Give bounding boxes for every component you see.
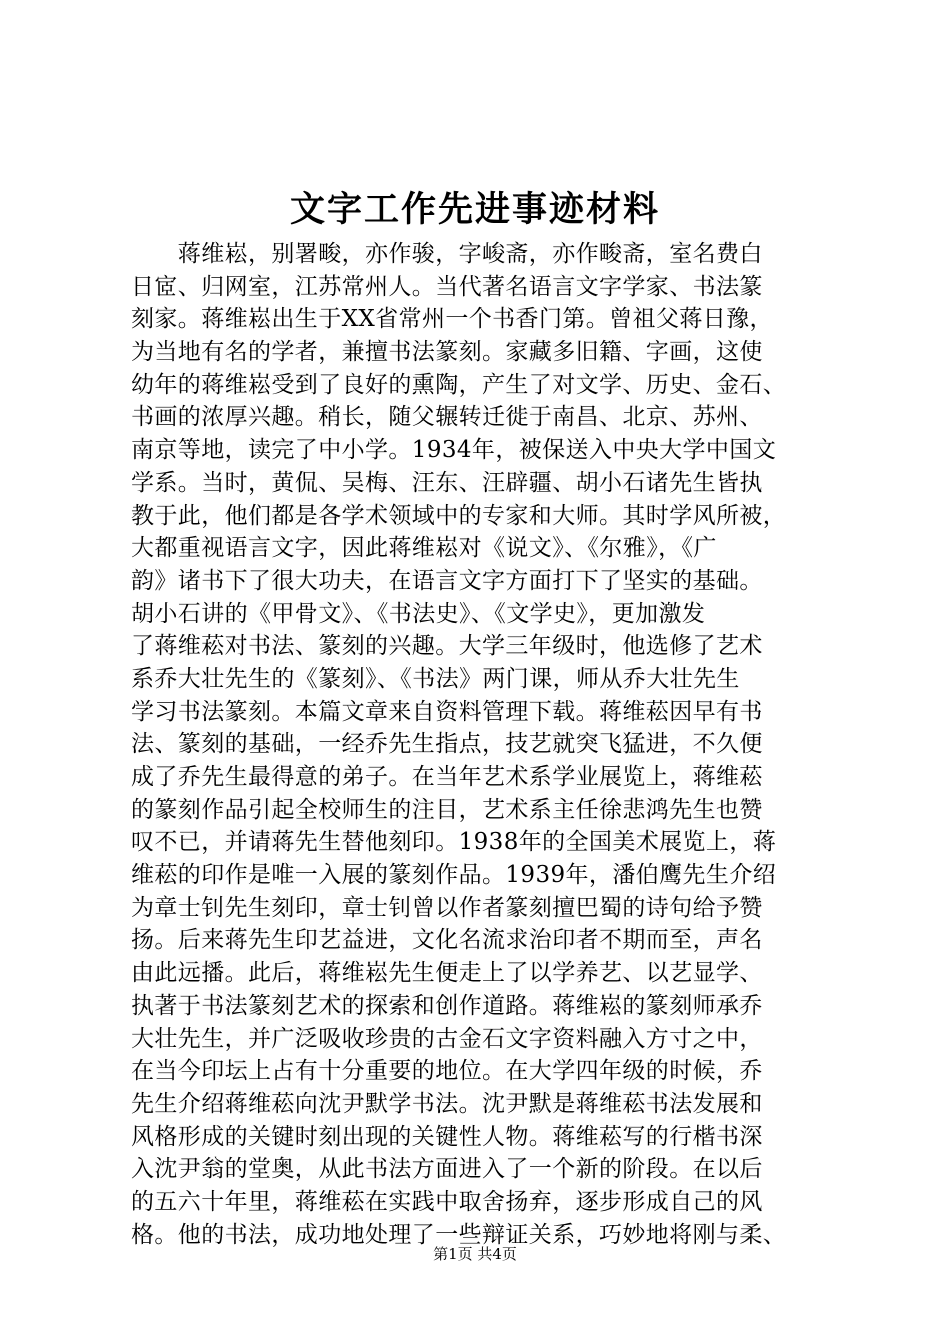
body-line: 胡小石讲的《甲骨文》、《书法史》、《文学史》，更加激发: [131, 600, 706, 627]
body-line: 教于此，他们都是各学术领域中的专家和大师。其时学风所被，: [131, 502, 787, 529]
body-line: 维菘的印作是唯一入展的篆刻作品。1939年，潘伯鹰先生介绍: [131, 862, 777, 889]
body-line: 大壮先生，并广泛吸收珍贵的古金石文字资料融入方寸之中，: [131, 1025, 763, 1052]
body-line: 为当地有名的学者，兼擅书法篆刻。家藏多旧籍、字画，这使: [131, 339, 763, 366]
body-line: 格。他的书法，成功地处理了一些辩证关系，巧妙地将刚与柔、: [131, 1221, 787, 1248]
body-line: 为章士钊先生刻印，章士钊曾以作者篆刻擅巴蜀的诗句给予赞: [131, 894, 763, 921]
body-line: 系乔大壮先生的《篆刻》、《书法》两门课，师从乔大壮先生: [131, 665, 740, 692]
body-line: 法、篆刻的基础，一经乔先生指点，技艺就突飞猛进，不久便: [131, 731, 763, 758]
body-line: 韵》诸书下了很大功夫，在语言文字方面打下了坚实的基础。: [131, 567, 763, 594]
body-line: 书画的浓厚兴趣。稍长，随父辗转迁徙于南昌、北京、苏州、: [131, 404, 763, 431]
document-title: 文字工作先进事迹材料: [289, 189, 660, 230]
body-line: 由此远播。此后，蒋维崧先生便走上了以学养艺、以艺显学、: [131, 960, 763, 987]
body-line: 执著于书法篆刻艺术的探索和创作道路。蒋维崧的篆刻师承乔: [131, 992, 763, 1019]
body-line: 的篆刻作品引起全校师生的注目，艺术系主任徐悲鸿先生也赞: [131, 796, 763, 823]
body-line: 大都重视语言文字，因此蒋维崧对《说文》、《尔雅》，《广: [131, 535, 717, 562]
body-line: 成了乔先生最得意的弟子。在当年艺术系学业展览上，蒋维菘: [131, 764, 763, 790]
body-line: 先生介绍蒋维菘向沈尹默学书法。沈尹默是蒋维菘书法发展和: [131, 1090, 763, 1117]
body-line: 南京等地，读完了中小学。1934年，被保送入中央大学中国文: [131, 437, 777, 464]
body-line: 叹不已，并请蒋先生替他刻印。1938年的全国美术展览上，蒋: [131, 829, 777, 856]
body-line: 扬。后来蒋先生印艺益进，文化名流求治印者不期而至，声名: [131, 927, 763, 954]
body-line: 入沈尹翁的堂奥，从此书法方面进入了一个新的阶段。在以后: [131, 1156, 763, 1183]
body-line: 了蒋维菘对书法、篆刻的兴趣。大学三年级时，他选修了艺术: [131, 633, 763, 660]
body-line: 风格形成的关键时刻出现的关键性人物。蒋维菘写的行楷书深: [131, 1123, 763, 1150]
body-line: 蒋维崧，别署畯，亦作骏，字峻斋，亦作畯斋，室名费白: [131, 241, 763, 267]
body-line: 幼年的蒋维崧受到了良好的熏陶，产生了对文学、历史、金石、: [131, 371, 787, 398]
body-line: 在当今印坛上占有十分重要的地位。在大学四年级的时候，乔: [131, 1058, 763, 1085]
body-line: 刻家。蒋维崧出生于XX省常州一个书香门第。曾祖父蒋日豫，: [131, 306, 773, 333]
body-line: 学系。当时，黄侃、吴梅、汪东、汪辟疆、胡小石诸先生皆执: [131, 469, 763, 496]
body-line: 日宧、归网室，江苏常州人。当代著名语言文字学家、书法篆: [131, 273, 763, 300]
page-footer: 第1页 共4页: [433, 1245, 517, 1263]
document-body: [131, 238, 831, 1251]
body-line: 的五六十年里，蒋维菘在实践中取舍扬弃，逐步形成自己的风: [131, 1188, 763, 1215]
body-line: 学习书法篆刻。本篇文章来自资料管理下载。蒋维菘因早有书: [131, 698, 763, 725]
